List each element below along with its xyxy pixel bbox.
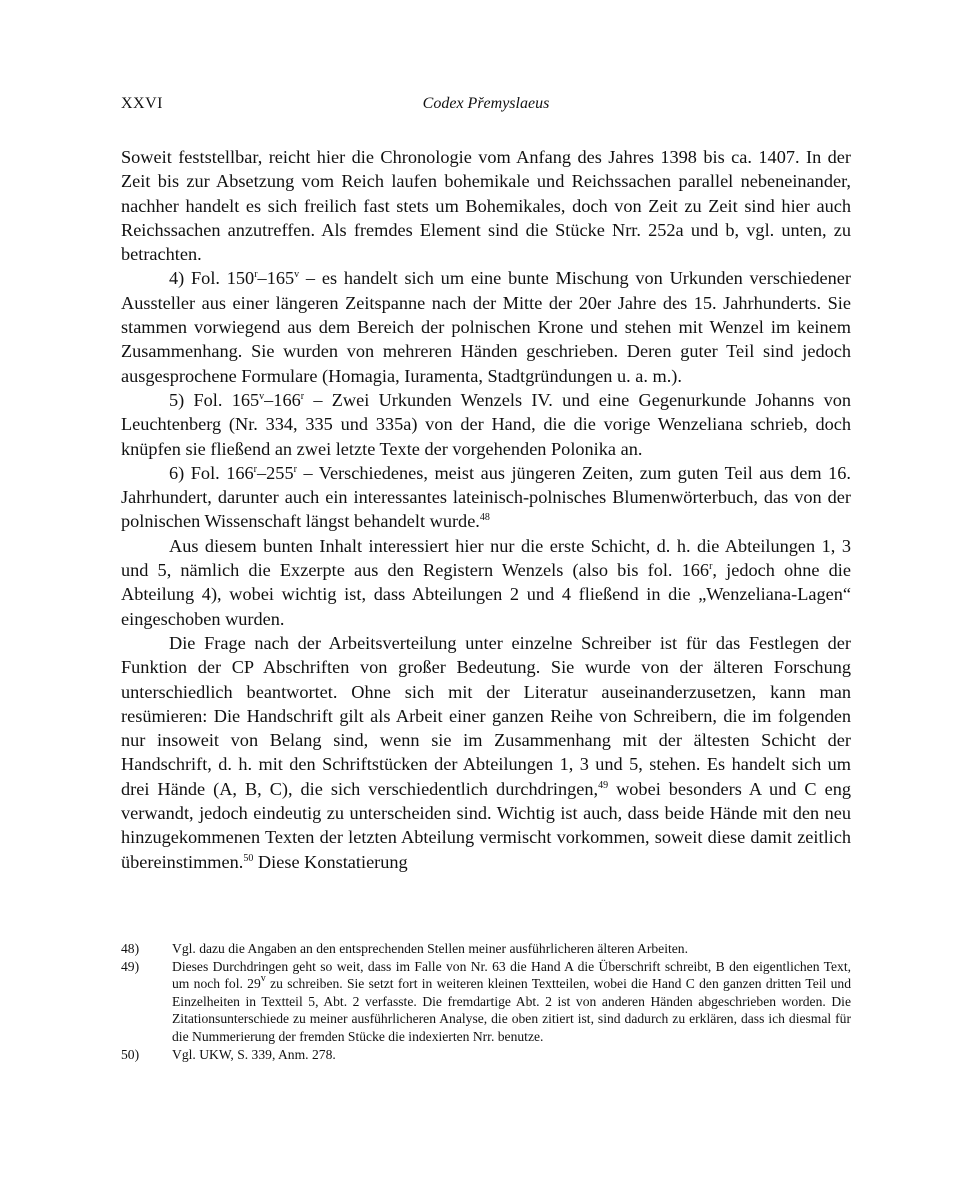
- main-text: [121, 145, 851, 874]
- folio-ref: 5) Fol. 165: [169, 389, 260, 410]
- folio-range: –165: [257, 268, 295, 289]
- footnote-ref-49[interactable]: 49: [598, 779, 609, 791]
- paragraph-content-layer: [121, 534, 851, 631]
- paragraph-text: , jedoch ohne die Abteilung 4), wobei wichtig ist, dass Abteilungen 2 und 4 fließend in die „Wenzeliana-Lagen“ eingeschoben wurden.: [121, 560, 851, 629]
- paragraph-scribes: [121, 631, 851, 874]
- recto-mark: r: [709, 561, 713, 573]
- footnote-text-part: Dieses Durchdringen geht so weit, dass im Falle von Nr. 63 die Hand A die Überschrift schreibt, B den eigentlichen Text, um noch fol. 29: [172, 958, 851, 992]
- footnotes: [121, 940, 851, 1063]
- paragraph-text: Die Frage nach der Arbeitsverteilung unter einzelne Schreiber ist für das Festlegen der Funktion der CP Abschriften von großer Bedeutung. Sie wurde von der älteren Forschung unterschiedlich beantwortet. Ohne sich mit der Literatur auseinanderzusetzen, kann man resümieren: Die Handschrift gilt als Arbeit einer ganzen Reihe von Schreibern, die im folgenden nur insoweit von Belang sind, wenn sie im Zusammenhang mit der ältesten Schicht der Handschrift, d. h. mit den Schriftstücken der Abteilungen 1, 3 und 5, stehen. Es handelt sich um drei Hände (A, B, C), die sich verschiedentlich durchdringen,: [121, 632, 851, 799]
- footnote-number: 49): [121, 958, 140, 974]
- folio-ref: 4) Fol. 150: [169, 268, 255, 289]
- paragraph-text: – Verschiedenes, meist aus jüngeren Zeiten, zum guten Teil aus dem 16. Jahrhundert, darunter auch ein interessantes lateinisch-polnisches Blumenwörterbuch, das von der polnischen Wissenschaft längst behandelt wurde.: [121, 462, 852, 532]
- recto-mark: r: [293, 463, 297, 475]
- footnote-number: 48): [121, 941, 140, 956]
- verso-mark: v: [260, 973, 266, 985]
- recto-mark: r: [253, 463, 258, 475]
- folio-ref: 6) Fol. 166: [169, 462, 254, 483]
- page-header: [121, 95, 851, 117]
- footnote-ref-48[interactable]: 48: [479, 512, 490, 524]
- footnote-text: Vgl. UKW, S. 339, Anm. 278.: [172, 1046, 336, 1062]
- verso-mark: v: [294, 269, 300, 281]
- footnote-number: 50): [121, 1046, 140, 1062]
- paragraph-text: wobei besonders A und C eng verwandt, jedoch eindeutig zu unterscheiden sind. Wichtig ist auch, dass beide Hände mit den neu hinzugekommenen Texten der letzten Abteilung vermischt vorkommen, soweit diese damit zeitlich übereinstimmen.: [121, 778, 851, 872]
- footnote-text-part: zu schreiben. Sie setzt fort in weiteren kleinen Textteilen, wobei die Hand C den ganzen dritten Teil und Einzelheiten in Textteil 5, Abt. 2 verfasste. Die fremdartige Abt. 2 ist von anderen Händen abgeschrieben worden. Die Zitationsunterschiede zu meiner ausführlicheren Analyse, die oben zitiert ist, sind dadurch zu erklären, dass ich diesmal für die Nummerierung der fremden Stücke die indexierten Nrr. benutze.: [172, 976, 851, 1044]
- footnote-49: [121, 958, 851, 1046]
- footnote-ref-50[interactable]: 50: [243, 852, 254, 864]
- recto-mark: r: [254, 269, 258, 281]
- folio-range: –255: [257, 462, 294, 483]
- footnote-text: Vgl. dazu die Angaben an den entsprechenden Stellen meiner ausführlicheren älteren Arbeiten.: [172, 941, 688, 956]
- paragraph-text: Diese Konstatierung: [253, 851, 408, 872]
- paragraph-text: Aus diesem bunten Inhalt interessiert hier nur die erste Schicht, d. h. die Abteilungen 1, 3 und 5, nämlich die Exzerpte aus den Registern Wenzels (also bis fol. 166: [121, 535, 851, 581]
- footnote-text: [172, 958, 851, 1046]
- page-number: XXVI: [121, 95, 163, 112]
- paragraph-chronology: Soweit feststellbar, reicht hier die Chronologie vom Anfang des Jahres 1398 bis ca. 1407. In der Zeit bis zur Absetzung vom Reich laufen bohemikale und Reichssachen parallel nebeneinander, nachher handelt es sich freilich fast stets um Bohemikales, doch von Zeit zu Zeit sind hier auch Reichssachen anzutreffen. Als fremdes Element sind die Stücke Nrr. 252a und b, vgl. unten, zu betrachten.: [121, 147, 851, 265]
- footnote-50: [121, 1046, 851, 1064]
- paragraph-text: – es handelt sich um eine bunte Mischung von Urkunden verschiedener Aussteller aus einer längeren Zeitspanne nach der Mitte der 20er Jahre des 15. Jahrhunderts. Sie stammen vorwiegend aus dem Bereich der polnischen Krone und stehen mit Wenzel im keinem Zusammenhang. Sie wurden von mehreren Händen geschrieben. Deren guter Teil sind jedoch ausgesprochene Formulare (Homagia, Iuramenta, Stadtgründungen u. a. m.).: [121, 268, 852, 386]
- paragraph-section-6: [121, 461, 851, 534]
- recto-mark: r: [300, 390, 305, 402]
- verso-mark: v: [259, 390, 265, 402]
- paragraph-text: – Zwei Urkunden Wenzels IV. und eine Gegenurkunde Johanns von Leuchtenberg (Nr. 334, 335 und 335a) von der Hand, die die vorige Wenzeliana schrieb, doch knüpfen sie fließend an zwei letzte Texte der vorgehenden Polonika an.: [121, 389, 852, 459]
- footnote-divider: [121, 935, 281, 936]
- paragraph-section-4: [121, 266, 851, 387]
- running-title: Codex Přemyslaeus: [422, 95, 550, 112]
- paragraph-section-5: [121, 388, 851, 461]
- folio-range: –166: [264, 389, 301, 410]
- footnote-48: [121, 940, 851, 958]
